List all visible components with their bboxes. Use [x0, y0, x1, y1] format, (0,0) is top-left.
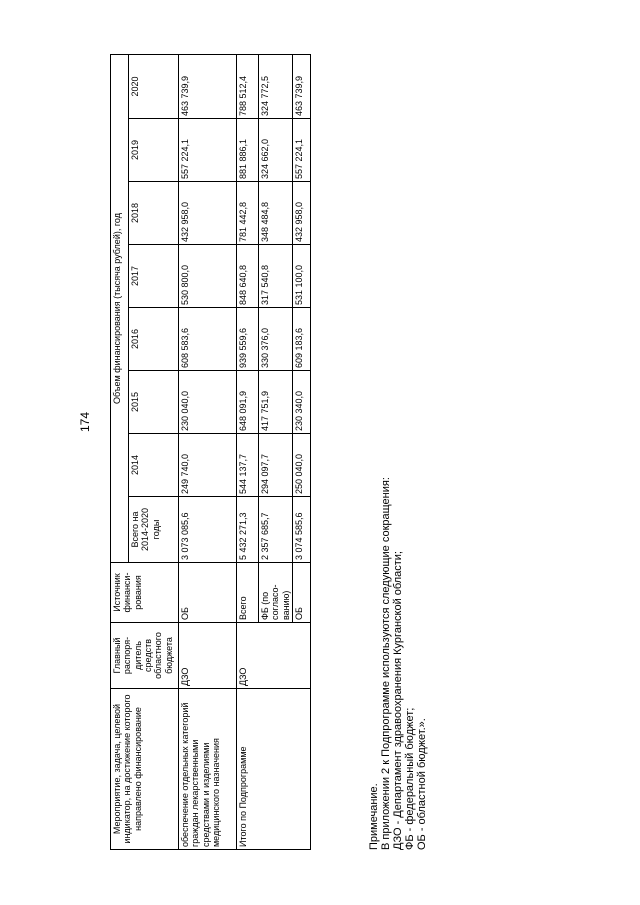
- header-manager: Главный распоря-дитель средств областного бюджета: [111, 623, 179, 689]
- cell-measure: обеспечение отдельных категорий граждан лекарственными средствами и изделиями медицинского назначения: [179, 689, 237, 850]
- header-year: 2019: [129, 119, 179, 182]
- notes-line: В приложении 2 к Подпрограмме используются следующие сокращения:: [380, 477, 392, 850]
- cell-total: 2 357 685,7: [259, 497, 293, 563]
- cell-value: 330 376,0: [259, 308, 293, 371]
- header-year: 2018: [129, 182, 179, 245]
- cell-value: 788 512,4: [237, 55, 259, 119]
- cell-value: 939 559,6: [237, 308, 259, 371]
- notes-line: ФБ - федеральный бюджет;: [404, 707, 416, 850]
- header-year: 2016: [129, 308, 179, 371]
- cell-value: 432 958,0: [293, 182, 311, 245]
- cell-value: 317 540,8: [259, 245, 293, 308]
- notes-line: ДЗО - Департамент здравоохранения Курганской области;: [392, 551, 404, 850]
- cell-value: 250 040,0: [293, 434, 311, 497]
- cell-value: 230 040,0: [179, 371, 237, 434]
- cell-value: 544 137,7: [237, 434, 259, 497]
- cell-value: 230 340,0: [293, 371, 311, 434]
- cell-value: 463 739,9: [293, 55, 311, 119]
- notes: [368, 477, 428, 850]
- cell-value: 531 100,0: [293, 245, 311, 308]
- cell-total: 3 074 585,6: [293, 497, 311, 563]
- cell-value: 848 640,8: [237, 245, 259, 308]
- cell-value: 609 183,6: [293, 308, 311, 371]
- header-year: 2015: [129, 371, 179, 434]
- notes-title: Примечание.: [368, 783, 380, 850]
- cell-value: 557 224,1: [179, 119, 237, 182]
- cell-value: 781 442,8: [237, 182, 259, 245]
- header-total: Всего на 2014-2020 годы: [129, 497, 179, 563]
- cell-value: 557 224,1: [293, 119, 311, 182]
- cell-total: 5 432 271,3: [237, 497, 259, 563]
- header-measure: Мероприятие, задача, целевой индикатор, на достижение которого направлено финансирование: [111, 689, 179, 850]
- cell-value: 417 751,9: [259, 371, 293, 434]
- cell-value: 348 484,8: [259, 182, 293, 245]
- cell-value: 249 740,0: [179, 434, 237, 497]
- cell-source: ОБ: [179, 563, 237, 623]
- cell-source: ОБ: [293, 563, 311, 623]
- rotated-page-content: [110, 55, 460, 850]
- cell-source: ФБ (по согласо-ванию): [259, 563, 293, 623]
- header-year: 2014: [129, 434, 179, 497]
- cell-value: 324 772,5: [259, 55, 293, 119]
- cell-value: 463 739,9: [179, 55, 237, 119]
- table-row: [237, 55, 259, 850]
- cell-source: Всего: [237, 563, 259, 623]
- cell-value: 530 800,0: [179, 245, 237, 308]
- header-source: Источник финанси-рования: [111, 563, 179, 623]
- cell-measure: Итого по Подпрограмме: [237, 689, 311, 850]
- cell-value: 294 097,7: [259, 434, 293, 497]
- header-year: 2020: [129, 55, 179, 119]
- funding-table: [110, 54, 311, 850]
- cell-value: 432 958,0: [179, 182, 237, 245]
- header-year: 2017: [129, 245, 179, 308]
- table-row: [179, 55, 237, 850]
- cell-manager: ДЗО: [179, 623, 237, 689]
- cell-value: 648 091,9: [237, 371, 259, 434]
- cell-manager: ДЗО: [237, 623, 311, 689]
- cell-total: 3 073 085,6: [179, 497, 237, 563]
- cell-value: 881 886,1: [237, 119, 259, 182]
- page-number: 174: [78, 411, 92, 432]
- notes-line: ОБ - областной бюджет.».: [416, 718, 428, 850]
- header-funding-group: Объем финансирования (тысяча рублей), год: [111, 55, 129, 563]
- cell-value: 324 662,0: [259, 119, 293, 182]
- cell-value: 608 583,6: [179, 308, 237, 371]
